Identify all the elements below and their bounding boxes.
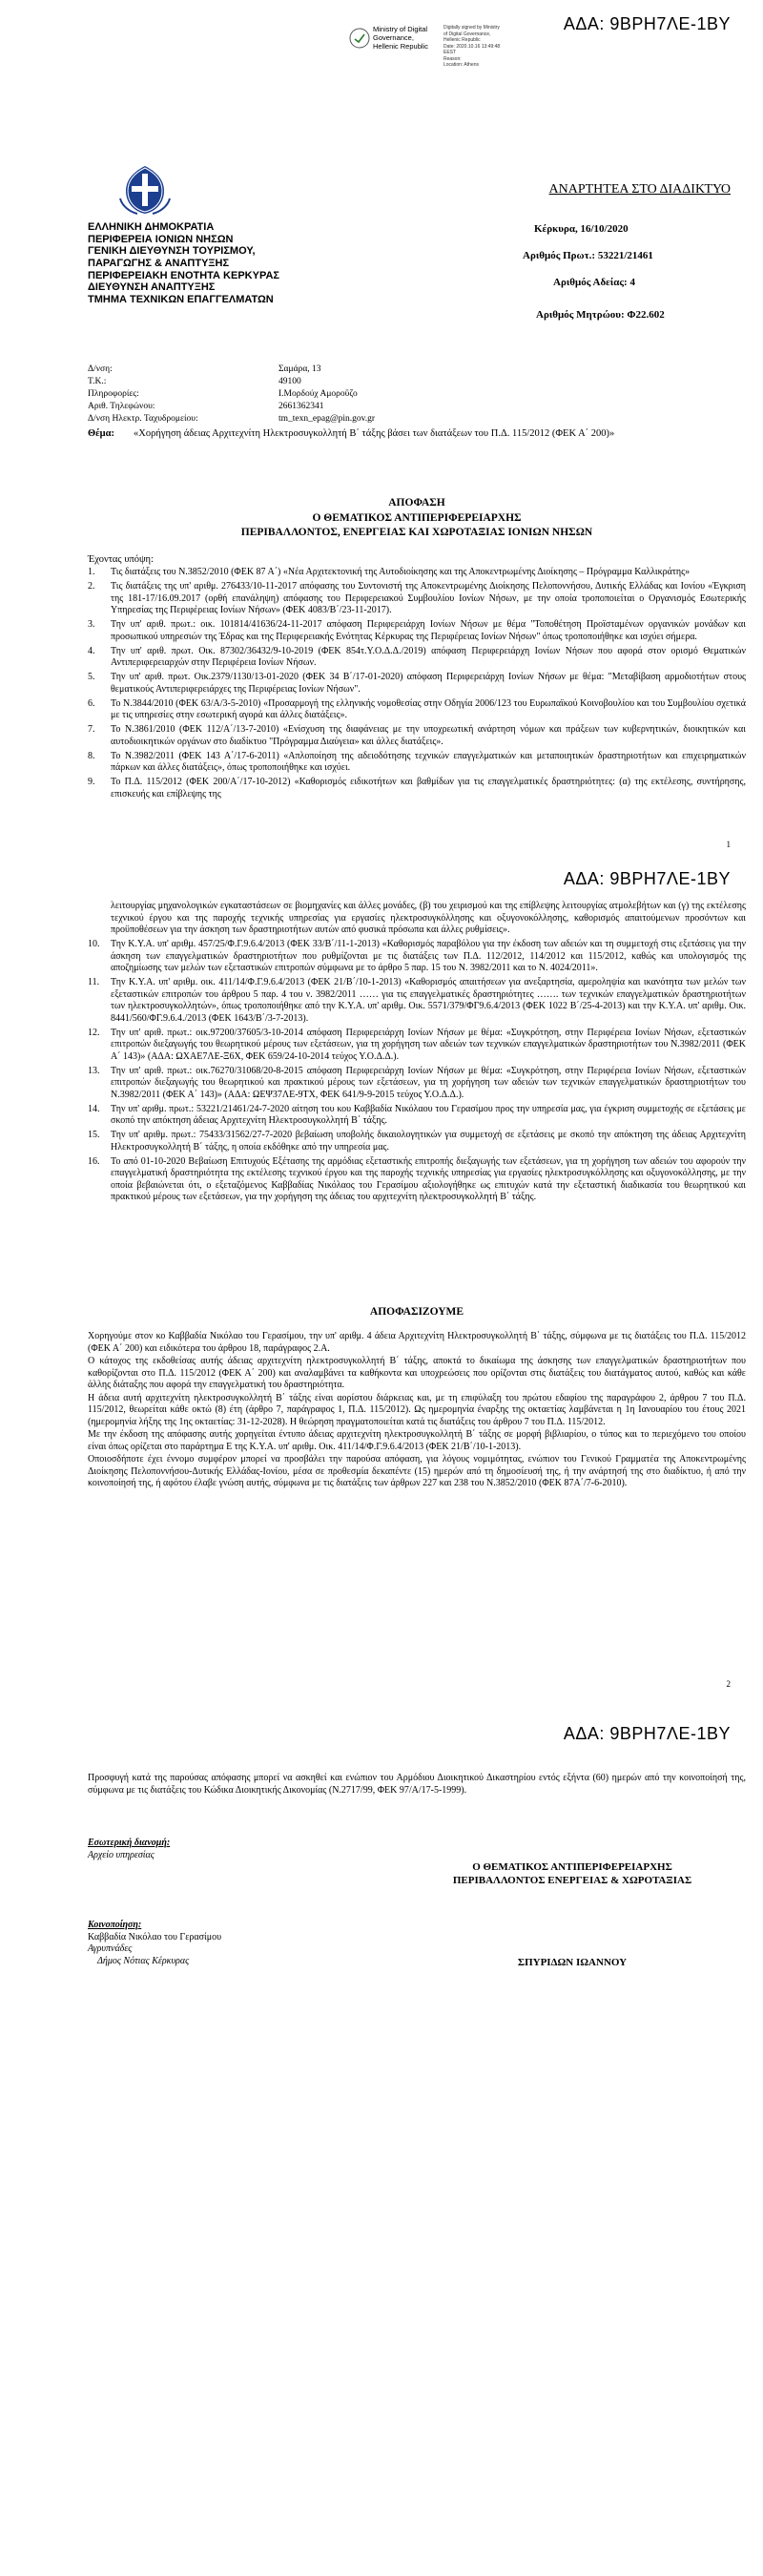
list-item: 3. Την υπ' αριθ. πρωτ.: οικ. 101814/41636/24-11-2017 απόφαση Περιφερειάρχη Ιονίων Νήσων με θέμα "Τοποθέτηση Προϊσταμένων οργανικών μονάδων και προσωπικού υπηρεσιών της Έδρας και της Περιφερειακής Ενότητας Κέρκυρας της Περιφέρειας Ιονίων Νήσων" όπως τροποποιήθηκε και ισχύει σήμερα. <box>88 619 746 642</box>
page-3 <box>0 1717 763 2576</box>
list-item: 8. Το Ν.3982/2011 (ΦΕΚ 143 Α΄/17-6-2011) «Απλοποίηση της αδειοδότησης τεχνικών επαγγελματικών και μεταποιητικών δραστηριοτήτων και επιχειρηματικών πάρκων και άλλες διατάξεις», όπως τροποποιήθηκε και ισχύει. <box>88 750 746 773</box>
list-item: 9. Το Π.Δ. 115/2012 (ΦΕΚ 200/Α΄/17-10-2012) «Καθορισμός ειδικοτήτων και βαθμίδων για τις επαγγελματικές δραστηριότητες: (α) της εκτέλεσης, συντήρησης, επισκευής και επίβλεψης της <box>88 777 746 800</box>
ada-code: ΑΔΑ: 9ΒΡΗ7ΛΕ-1ΒΥ <box>563 1724 731 1743</box>
signature-meta: Digitally signed by Ministry of Digital Governance, Hellenic Republic Date: 2020.10.16 13:49:48 EEST Reason: Location: Athens <box>443 25 501 68</box>
list-item: 5. Την υπ' αριθ. πρωτ. Οικ.2379/1130/13-01-2020 (ΦΕΚ 34 Β΄/17-01-2020) απόφαση Περιφερειάρχη Ιονίων Νήσων με θέμα: "Μεταβίβαση αρμοδιοτήτων στους θεματικούς Αντιπεριφερειάρχες της Περιφέρειας Ιονίων Νήσων". <box>88 672 746 695</box>
license-number: Αριθμός Αδείας: 4 <box>553 277 635 288</box>
apofasizoume-heading: ΑΠΟΦΑΣΙΖΟΥΜΕ <box>369 1306 464 1318</box>
decision-paragraph: Με την έκδοση της απόφασης αυτής χορηγείται έντυπο άδειας αρχιτεχνίτη ηλεκτροσυγκολλητή Β΄ τάξης σε μορφή βιβλιαρίου, ο τύπος και το περιεχόμενο του οποίου είναι όπως ορίζεται στο παράρτημα Ε της Κ.Υ.Α. υπ' αριθμ. Οικ. 411/14/Φ.Γ.9.6.4/2013 (ΦΕΚ 21/Β΄/10-1-2013). <box>88 1429 746 1452</box>
list-item: 14. Την υπ' αριθμ. πρωτ.: 53221/21461/24-7-2020 αίτηση του κου Καββαδία Νικόλαου του Γερασίμου προς την υπηρεσία μας, για έγκριση συμμετοχής σε εξετάσεις με σκοπό την απόκτηση άδειας Αρχιτεχνίτη Ηλεκτροσυγκολλητή Β΄ τάξης. <box>88 1103 746 1126</box>
signatory-name: ΣΠΥΡΙΔΩΝ ΙΩΑΝΝΟΥ <box>517 1957 628 1968</box>
notification-block: Κοινοποίηση: Καββαδία Νικόλαο του Γερασίμου Αγρυπνάδες Δήμος Νότιας Κέρκυρας <box>88 1920 222 1966</box>
list-item: 7. Το Ν.3861/2010 (ΦΕΚ 112/Α΄/13-7-2010) «Ενίσχυση της διαφάνειας με την υποχρεωτική ανάρτηση νόμων και πράξεων των κυβερνητικών, διοικητικών και αυτοδιοικητικών οργάνων στο διαδίκτυο "Πρόγραμμα Διαύγεια» και άλλες διατάξεις». <box>88 724 746 747</box>
considering-label: Έχοντας υπόψη: <box>88 554 154 565</box>
signatory-title: Ο ΘΕΜΑΤΙΚΟΣ ΑΝΤΙΠΕΡΙΦΕΡΕΙΑΡΧΗΣ ΠΕΡΙΒΑΛΛΟΝΤΟΣ ΕΝΕΡΓΕΙΑΣ & ΧΩΡΟΤΑΞΙΑΣ <box>452 1861 692 1887</box>
decision-paragraphs <box>88 1331 746 1491</box>
list-item: 1. Τις διατάξεις του Ν.3852/2010 (ΦΕΚ 87 Α΄) «Νέα Αρχιτεκτονική της Αυτοδιοίκησης και της Αποκεντρωμένης Διοίκησης – Πρόγραμμα Καλλικράτης» <box>88 567 691 577</box>
appeal-paragraph: Προσφυγή κατά της παρούσας απόφασης μπορεί να ασκηθεί και ενώπιον του Αρμόδιου Διοικητικού Δικαστηρίου εντός εξήντα (60) ημερών από την κοινοποίησή της, σύμφωνα με τις διατάξεις του Κώδικα Διοικητικής Δικονομίας (Ν.2717/99, ΦΕΚ 97/Α/17-5-1999). <box>88 1773 746 1796</box>
list-item: 16. Το από 01-10-2020 Βεβαίωση Επιτυχούς Εξέτασης της αρμόδιας εξεταστικής επιτροπής διεξαγωγής των εξετάσεων, για τη χορήγηση των αδειών του αφορούν την επαγγελματική δραστηριότητα της εκτέλεσης τεχνικού έργου και της παροχής τεχνικής υπηρεσίας για εργασίες ηλεκτροσυγκόλλησης και οξυγονοκόλλησης, με την οποία βεβαιώνεται ότι, ο εξεταζόμενος Καββαδίας Νικόλαος του Γερασίμου αξιολογήθηκε ως επιτυχών κατά την εξεταστική διαδικασία του θεωρητικού και πρακτικού μέρους των εξετάσεων, για την χορήγηση της άδειας του αρχιτεχνίτη ηλεκτροσυγκολλητή Β΄ τάξης. <box>88 1155 746 1202</box>
signature-seal-icon <box>348 27 371 50</box>
digital-signature <box>348 25 501 68</box>
page-number: 1 <box>726 840 731 849</box>
considerations-list-2 <box>88 901 746 1206</box>
signature-org: Ministry of Digital Governance, Hellenic Republic <box>373 25 428 51</box>
decision-paragraph: Ο κάτοχος της εκδοθείσας αυτής άδειας αρχιτεχνίτη ηλεκτροσυγκολλητή Β΄ τάξης, αποκτά το δικαίωμα της άσκησης των επαγγελματικών δραστηριοτήτων που καθορίζονται στο Π.Δ. 115/2012 (ΦΕΚ Α΄ 200) και αναλαμβάνει τα καθήκοντα και υποχρεώσεις που ορίζονται στις διατάξεις του διατάγματος αυτού, καθώς και κάθε άλλης διάταξης που αφορά την επαγγελματική του δραστηριότητα. <box>88 1356 746 1390</box>
list-item: 6. Το Ν.3844/2010 (ΦΕΚ 63/Α/3-5-2010) «Προσαρμογή της ελληνικής νομοθεσίας στην Οδηγία 2006/123 του Ευρωπαϊκού Κοινοβουλίου και του Συμβουλίου σχετικά με τις υπηρεσίες στην εσωτερική αγορά και άλλες διατάξεις». <box>88 697 746 720</box>
place-date: Κέρκυρα, 16/10/2020 <box>534 223 629 235</box>
list-item: 15. Την υπ' αριθμ. πρωτ.: 75433/31562/27-7-2020 βεβαίωση υποβολής δικαιολογητικών για συμμετοχή σε εξετάσεις με σκοπό την απόκτηση της άδειας Αρχιτεχνίτη Ηλεκτροσυγκολλητή Β΄ τάξης, η οποία εκδόθηκε από την υπηρεσία μας. <box>88 1130 746 1153</box>
list-item: 4. Την υπ' αριθ. πρωτ. Οικ. 87302/36432/9-10-2019 (ΦΕΚ 854τ.Υ.Ο.Δ.Δ./2019) απόφαση Περιφερειάρχη Ιονίων Νήσων που αφορά στον ορισμό Θεματικών Αντιπεριφερειαρχών στην Περιφέρεια Ιονίων Νήσων. <box>88 645 746 668</box>
list-item: 10. Την Κ.Υ.Α. υπ' αριθμ. 457/25/Φ.Γ.9.6.4/2013 (ΦΕΚ 33/Β΄/11-1-2013) «Καθορισμός παραβόλου για την έκδοση των αδειών και τη συμμετοχή στις εξετάσεις για την άσκηση των επαγγελματικών δραστηριοτήτων που ρυθμίζονται με τις διατάξεις των Π.Δ. 112/2012, 114/2012 και 115/2012, καθώς και υπολογισμός της αποζημίωσης των μελών των εξεταστικών επιτροπών σύμφωνα με το άρθρο 5 παρ. 15 του Ν. 3982/2011 και το Ν. 4024/2011». <box>88 939 746 973</box>
issuer-header: ΕΛΛΗΝΙΚΗ ΔΗΜΟΚΡΑΤΙΑ ΠΕΡΙΦΕΡΕΙΑ ΙΟΝΙΩΝ ΝΗΣΩΝ ΓΕΝΙΚΗ ΔΙΕΥΘΥΝΣΗ ΤΟΥΡΙΣΜΟΥ, ΠΑΡΑΓΩΓΗΣ & ΑΝΑΠΤΥΞΗΣ ΠΕΡΙΦΕΡΕΙΑΚΗ ΕΝΟΤΗΤΑ ΚΕΡΚΥΡΑΣ ΔΙΕΥΘΥΝΣΗ ΑΝΑΠΤΥΞΗΣ ΤΜΗΜΑ ΤΕΧΝΙΚΩΝ ΕΠΑΓΓΕΛΜΑΤΩΝ <box>88 221 280 305</box>
list-item: λειτουργίας μηχανολογικών εγκαταστάσεων σε βιομηχανίες και άλλες μονάδες, (β) του χειρισμού και της επίβλεψης λειτουργίας ατμολεβήτων και (γ) της εκτέλεσης τεχνικού έργου και της παροχής τεχνικής υπηρεσίας για εργασίες ηλεκτροσυγκόλλησης και οξυγονοκόλλησης, καθορισμός απαιτούμενων προσόντων και προϋποθέσεων για την άσκηση των δραστηριοτήτων αυτών από φυσικά πρόσωπα και άλλες ρυθμίσεις». <box>111 901 746 935</box>
decision-paragraph: Χορηγούμε στον κο Καββαδία Νικόλαο του Γερασίμου, την υπ' αριθμ. 4 άδεια Αρχιτεχνίτη Ηλεκτροσυγκολλητή Β΄ τάξης, σύμφωνα με τις διατάξεις του Π.Δ. 115/2012 (ΦΕΚ Α΄ 200) και ειδικότερα του άρθρου 18, παράγραφος 2.Α. <box>88 1331 746 1354</box>
internal-distribution: Εσωτερική διανομή: Αρχείο υπηρεσίας <box>88 1838 171 1860</box>
anartitea-heading: ΑΝΑΡΤΗΤΕΑ ΣΤΟ ΔΙΑΔΙΚΤΥΟ <box>548 182 731 197</box>
page-2 <box>0 859 763 1717</box>
considerations-list-1 <box>88 567 746 803</box>
ada-code: ΑΔΑ: 9ΒΡΗ7ΛΕ-1ΒΥ <box>563 869 731 888</box>
list-item: 2. Τις διατάξεις της υπ' αριθμ. 276433/10-11-2017 απόφασης του Συντονιστή της Αποκεντρωμένης Διοίκησης Πελοποννήσου, Δυτικής Ελλάδας και Ιονίου «Έγκριση της 181-17/16.09.2017 (ορθή επανάληψη) απόφασης του Περιφερειακού Συμβουλίου Ιονίων Νήσων, με την οποία τροποποιείται ο Οργανισμός Εσωτερικής Υπηρεσίας της Περιφέρειας Ιονίων Νήσων» (ΦΕΚ 4083/Β΄/23-11-2017). <box>88 581 746 615</box>
page-number: 2 <box>726 1679 731 1689</box>
page-1: ΑΔΑ: 9ΒΡΗ7ΛΕ-1ΒΥ Ministry of Digital Governance, Hellenic Republic Digitally signed by Ministry of Digital Governance, Hellenic Republic Date: 2020.10.16 13:49:48 EEST Reason: Location: Athens ΑΝΑΡΤΗΤΕΑ ΣΤΟ ΔΙΑΔΙΚΤΥΟ ΕΛΛΗΝΙΚΗ ΔΗΜΟΚΡΑΤΙΑ ΠΕΡΙΦΕΡΕΙΑ ΙΟΝΙΩΝ ΝΗΣΩΝ ΓΕΝΙΚΗ ΔΙΕΥΘΥΝΣΗ ΤΟΥΡΙΣΜΟΥ, ΠΑΡΑΓΩΓΗΣ & ΑΝΑΠΤΥΞΗΣ ΠΕΡΙΦΕΡΕΙΑΚΗ ΕΝΟΤΗΤΑ ΚΕΡΚΥΡΑΣ ΔΙΕΥΘΥΝΣΗ ΑΝΑΠΤΥΞΗΣ ΤΜΗΜΑ ΤΕΧΝΙΚΩΝ ΕΠΑΓΓΕΛΜΑΤΩΝ Κέρκυρα, 16/10/2020 Αριθμός Πρωτ.: 53221/21461 Αριθμός Αδείας: 4 Αριθμός Μητρώου: Φ22.602 Δ/νση: Σαμάρα, 13 Τ.Κ.: 49100 Πληροφορίες: Ι.Μορδούχ Αμοροΰζο Αριθ. Τηλεφώνου: 2661362341 Δ/νση Ηλεκτρ. Ταχυδρομείου: tm_texn_epag@pin.gov.gr Θέμα: «Χορήγηση άδειας Αρχιτεχνίτη Ηλεκτροσυγκολλητή Β΄ τάξης βάσει των διατάξεων του Π.Δ. 115/2012 (ΦΕΚ Α΄ 200)» ΑΠΟΦΑΣΗ Ο ΘΕΜΑΤΙΚΟΣ ΑΝΤΙΠΕΡΙΦΕΡΕΙΑΡΧΗΣ ΠΕΡΙΒΑΛΛΟΝΤΟΣ, ΕΝΕΡΓΕΙΑΣ ΚΑΙ ΧΩΡΟΤΑΞΙΑΣ ΙΟΝΙΩΝ ΝΗΣΩΝ Έχοντας υπόψη: 1. Τις διατάξεις του Ν.3852/2010 (ΦΕΚ 87 Α΄) «Νέα Αρχιτεκτονική της Αυτοδιοίκησης και της Αποκεντρωμένης Διοίκησης – Πρόγραμμα Καλλικράτης» 2. Τις διατάξεις της υπ' αριθμ. 276433/10-11-2017 απόφασης του Συντονιστή της Αποκεντρωμένης Διοίκησης Πελοποννήσου, Δυτικής Ελλάδας και Ιονίου «Έγκριση της 181-17/16.09.2017 (ορθή επανάληψη) απόφασης του Περιφερειακού Συμβουλίου Ιονίων Νήσων, με την οποία τροποποιείται ο Οργανισμός Εσωτερικής Υπηρεσίας της Περιφέρειας Ιονίων Νήσων» (ΦΕΚ 4083/Β΄/23-11-2017). 3. Την υπ' αριθ. πρωτ.: οικ. 101814/41636/24-11-2017 απόφαση Περιφερειάρχη Ιονίων Νήσων με θέμα "Τοποθέτηση Προϊσταμένων οργανικών μονάδων και προσωπικού υπηρεσιών της Έδρας και της Περιφερειακής Ενότητας Κέρκυρας της Περιφέρειας Ιονίων Νήσων" όπως τροποποιήθηκε και ισχύει σήμερα. 4. Την υπ' αριθ. πρωτ. Οικ. 87302/36432/9-10-2019 (ΦΕΚ 854τ.Υ.Ο.Δ.Δ./2019) απόφαση Περιφερειάρχη Ιονίων Νήσων που αφορά στον ορισμό Θεματικών Αντιπεριφερειαρχών στην Περιφέρεια Ιονίων Νήσων. 5. Την υπ' αριθ. πρωτ. Οικ.2379/1130/13-01-2020 (ΦΕΚ 34 Β΄/17-01-2020) απόφαση Περιφερειάρχη Ιονίων Νήσων με θέμα: "Μεταβίβαση αρμοδιοτήτων στους θεματικούς Αντιπεριφερειάρχες της Περιφέρειας Ιονίων Νήσων". 6. Το Ν.3844/2010 (ΦΕΚ 63/Α/3-5-2010) «Προσαρμογή της ελληνικής νομοθεσίας στην Οδηγία 2006/123 του Ευρωπαϊκού Κοινοβουλίου και του Συμβουλίου σχετικά με τις υπηρεσίες στην εσωτερική αγορά και άλλες διατάξεις». 7. Το Ν.3861/2010 (ΦΕΚ 112/Α΄/13-7-2010) «Ενίσχυση της διαφάνειας με την υποχρεωτική ανάρτηση νόμων και πράξεων των κυβερνητικών, διοικητικών και αυτοδιοικητικών οργάνων στο διαδίκτυο "Πρόγραμμα Διαύγεια» και άλλες διατάξεις». 8. Το Ν.3982/2011 (ΦΕΚ 143 Α΄/17-6-2011) «Απλοποίηση της αδειοδότησης τεχνικών επαγγελματικών και μεταποιητικών δραστηριοτήτων και επιχειρηματικών πάρκων και άλλες διατάξεις», όπως τροποποιήθηκε και ισχύει. 9. Το Π.Δ. 115/2012 (ΦΕΚ 200/Α΄/17-10-2012) «Καθορισμός ειδικοτήτων και βαθμίδων για τις επαγγελματικές δραστηριότητες: (α) της εκτέλεσης, συντήρησης, επισκευής και επίβλεψης της 1 <box>0 0 763 859</box>
registry-number: Αριθμός Μητρώου: Φ22.602 <box>536 309 665 321</box>
decision-paragraph: Οποιοσδήποτε έχει έννομο συμφέρον μπορεί να προσβάλει την παρούσα απόφαση, για λόγους νομιμότητας, ενώπιον του Γενικού Γραμματέα της Αποκεντρωμένης Διοίκησης Πελοποννήσου-Δυτικής Ελλάδας-Ιονίου, μέσα σε προθεσμία δεκαπέντε (15) ημερών από τη δημοσίευσή της, ή την ανάρτησή της στο διαδίκτυο, ή από την κοινοποίησή της, ή αφότου έλαβε γνώση αυτής, σύμφωνα με τις διατάξεις των άρθρων 227 και 238 του Ν.3852/2010 (ΦΕΚ 87Α΄/7-6-2010). <box>88 1454 746 1488</box>
decision-paragraph: Η άδεια αυτή αρχιτεχνίτη ηλεκτροσυγκολλητή Β΄ τάξης είναι αορίστου διάρκειας και, με τη επιφύλαξη του πρώτου εδαφίου της παραγράφου 2, άρθρου 7 του Π.Δ. 115/2012, θεωρείται κάθε οκτώ (8) έτη (άρθρο 7, παράγραφος 1, Π.Δ. 115/2012). Ως ημερομηνία έναρξης της οκταετίας λαμβάνεται η 1η Ιανουαρίου του έτους 2021 (ημερομηνία λήξης της 1ης οκταετίας: 31-12-2028). Η θεώρηση πραγματοποιείται κατά τις διατάξεις του άρθρου 7 του Π.Δ. 115/2012. <box>88 1392 746 1427</box>
list-item: 13. Την υπ' αριθ. πρωτ.: οικ.76270/31068/20-8-2015 απόφαση Περιφερειάρχη Ιονίων Νήσων με θέμα: «Συγκρότηση, στην Περιφέρεια Ιονίων Νήσων, εξεταστικών επιτροπών διεξαγωγής του θεωρητικού και πρακτικού μέρους των εξετάσεων, για τη χορήγηση των αδειών των τεχνικών επαγγελματικών δραστηριοτήτων του Ν.3982/2011 (ΦΕΚ Α΄ 143)» (ΑΔΑ: ΩΕΨ37ΛΕ-9ΤΧ, ΦΕΚ 641/9-9-2015 τεύχος Υ.Ο.Δ.Δ.). <box>88 1065 746 1100</box>
list-item: 12. Την υπ' αριθ. πρωτ.: οικ.97200/37605/3-10-2014 απόφαση Περιφερειάρχη Ιονίων Νήσων με θέμα: «Συγκρότηση, στην Περιφέρεια Ιονίων Νήσων, εξεταστικών επιτροπών διεξαγωγής του θεωρητικού μέρους των εξετάσεων, για τη χορήγηση των αδειών των τεχνικών επαγγελματικών δραστηριοτήτων του Ν.3982/2011 (ΦΕΚ Α΄ 143)» (ΑΔΑ: ΩΧΑΕ7ΛΕ-Ξ6Χ, ΦΕΚ 659/24-10-2014 τεύχος Υ.Ο.Δ.Δ.). <box>88 1027 746 1062</box>
greek-coat-of-arms-icon <box>116 162 174 216</box>
protocol-number: Αριθμός Πρωτ.: 53221/21461 <box>523 250 653 261</box>
decision-title: ΑΠΟΦΑΣΗ Ο ΘΕΜΑΤΙΚΟΣ ΑΝΤΙΠΕΡΙΦΕΡΕΙΑΡΧΗΣ ΠΕΡΙΒΑΛΛΟΝΤΟΣ, ΕΝΕΡΓΕΙΑΣ ΚΑΙ ΧΩΡΟΤΑΞΙΑΣ ΙΟΝΙΩΝ ΝΗΣΩΝ <box>240 497 593 539</box>
list-item: 11. Την Κ.Υ.Α. υπ' αριθμ. οικ. 411/14/Φ.Γ.9.6.4/2013 (ΦΕΚ 21/Β΄/10-1-2013) «Καθορισμός απαιτήσεων για ανεξαρτησία, αμεροληψία και ικανότητα των μελών των εξεταστικών επιτροπών του άρθρου 5 παρ. 4 του ν. 3982/2011 …… για τις επαγγελματικές δραστηριότητες ……. των τεχνικών επαγγελματικών δραστηριοτήτων των ηλεκτροσυγκολλητών», όπως τροποποιήθηκε από την Κ.Υ.Α. υπ' αριθμ. Οικ. 5571/379/ΦΓ9.6.4/2013 (ΦΕΚ 1022 Β΄/25-4-2013) και την Κ.Υ.Α. υπ' αριθμ. Οικ. 8441/560/ΦΓ.9.6.4./2013 (ΦΕΚ 1643/Β΄/3-7-2013). <box>88 977 746 1024</box>
ada-code: ΑΔΑ: 9ΒΡΗ7ΛΕ-1ΒΥ <box>563 14 731 33</box>
